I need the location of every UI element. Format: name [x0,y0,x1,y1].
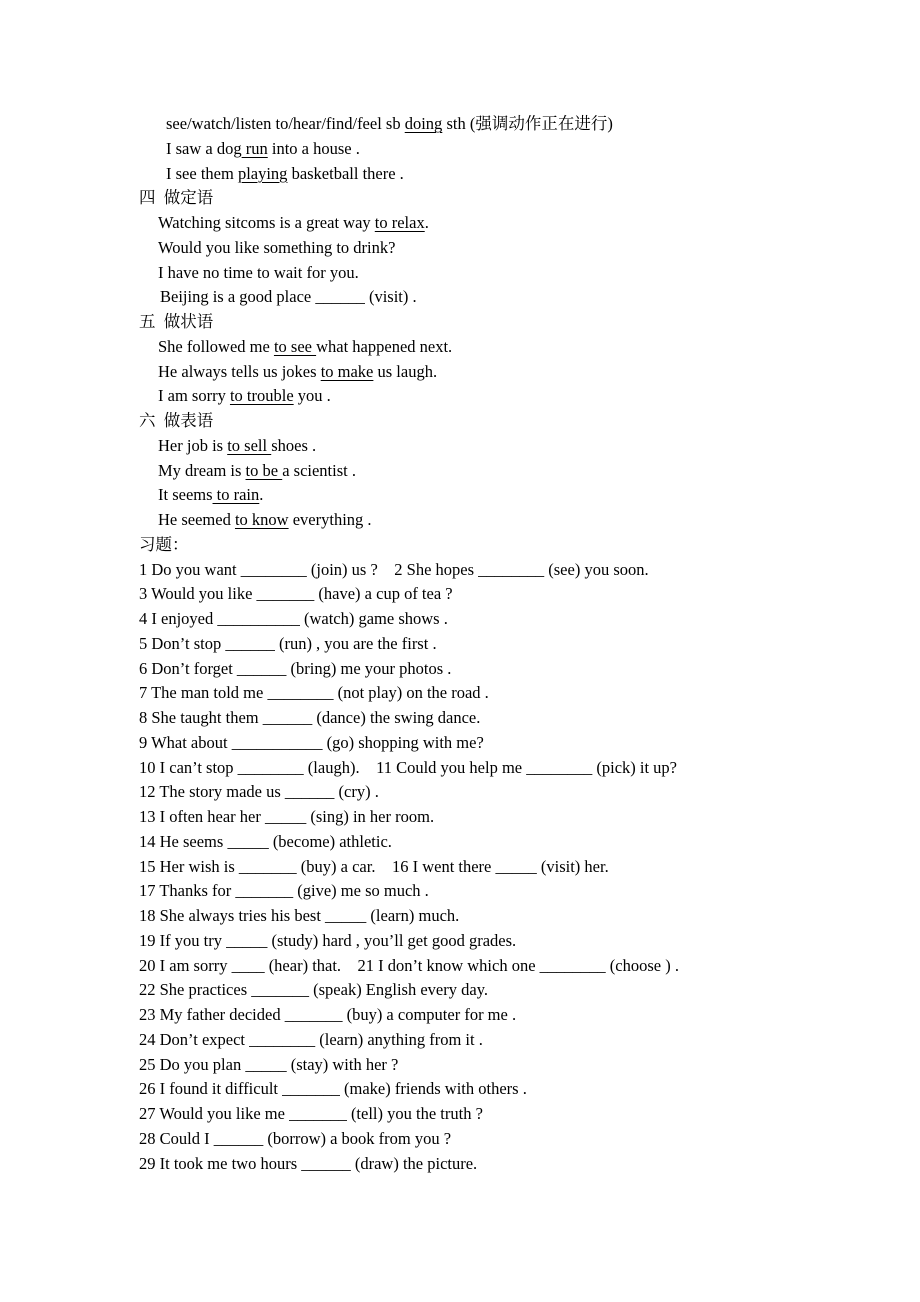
underlined-word: to rain [212,485,260,505]
exercise-item: 3 Would you like _______ (have) a cup of tea ? [139,584,453,604]
exercise-item: 15 Her wish is _______ (buy) a car. 16 I went there _____ (visit) her. [139,856,609,876]
example-sentence [0,459,920,484]
exercise-item: 25 Do you plan _____ (stay) with her ? [139,1054,399,1074]
exercise-item: 24 Don’t expect ________ (learn) anything from it . [139,1029,483,1049]
underlined-word: run [241,138,268,158]
text-segment: basketball there . [287,163,404,183]
section-heading: 四 做定语 [139,188,214,208]
exercise-item: 27 Would you like me _______ (tell) you the truth ? [139,1104,483,1123]
example-sentence [0,508,920,533]
text-segment: My dream is [158,460,246,480]
section-heading: 六 做表语 [139,411,214,430]
example-sentence [0,137,920,162]
exercise-item: 5 Don’t stop ______ (run) , you are the first . [139,633,437,653]
section-heading: 五 做状语 [139,312,214,331]
exercise-item: 14 He seems _____ (become) athletic. [139,831,392,851]
exercise-item: 4 I enjoyed __________ (watch) game shows . [139,609,448,628]
exercise-item: 7 The man told me ________ (not play) on the road . [139,683,489,703]
text-segment: . [424,213,429,232]
exercise-item: 22 She practices _______ (speak) English every day. [139,980,488,1000]
document-page [0,112,920,1176]
exercise-item: 1 Do you want ________ (join) us ? 2 She hopes ________ (see) you soon. [139,559,649,579]
text-segment: you . [293,386,331,406]
exercises-heading: 习题： [139,534,189,554]
underlined-word: to relax [374,213,425,232]
underlined-word: doing [404,114,443,133]
example-sentence [0,384,920,409]
text-segment: It seems [158,485,213,505]
underlined-word: to trouble [229,386,294,406]
example-sentence [0,360,920,385]
example-sentence [0,434,920,459]
underlined-word: to see [273,336,317,356]
text-segment: see/watch/listen to/hear/find/feel sb [166,114,405,133]
underlined-word: to know [234,510,289,529]
exercise-item: 20 I am sorry ____ (hear) that. 21 I don’t know which one ________ (choose ) . [139,955,679,975]
underlined-word: to make [320,361,374,381]
exercise-item: 23 My father decided _______ (buy) a computer for me . [139,1005,517,1024]
exercise-item: 10 I can’t stop ________ (laugh). 11 Could you help me ________ (pick) it up? [139,757,678,777]
text-segment: I see them [166,163,238,183]
example-sentence: Beijing is a good place ______ (visit) . [160,287,417,307]
example-sentence: I have no time to wait for you. [158,262,359,282]
text-segment: I am sorry [158,386,230,406]
exercise-item: 18 She always tries his best _____ (learn) much. [139,906,460,925]
text-segment: a scientist . [282,460,356,480]
exercise-item: 17 Thanks for _______ (give) me so much . [139,881,429,901]
exercise-item: 13 I often hear her _____ (sing) in her room. [139,807,435,826]
exercise-list [0,558,920,1177]
example-sentence [0,483,920,508]
example-sentence [0,162,920,187]
underlined-word: playing [237,163,288,183]
text-segment: He always tells us jokes [158,361,321,381]
exercise-item: 12 The story made us ______ (cry) . [139,782,379,802]
example-sentence [0,211,920,236]
text-segment: She followed me [158,336,274,356]
text-segment: everything . [288,510,372,529]
exercise-item: 8 She taught them ______ (dance) the swing dance. [139,708,481,727]
text-segment: Watching sitcoms is a great way [158,213,375,232]
text-segment: shoes . [271,435,317,455]
example-sentence [0,335,920,360]
exercise-item: 19 If you try _____ (study) hard , you’ll get good grades. [139,930,517,950]
rule-line [0,112,920,137]
text-segment: into a house . [267,138,360,158]
example-sentence: Would you like something to drink? [158,237,396,257]
exercise-item: 28 Could I ______ (borrow) a book from you ? [139,1128,452,1148]
text-segment: Her job is [158,435,228,455]
text-segment: what happened next. [316,336,453,356]
text-segment: He seemed [158,510,235,529]
underlined-word: to be [245,460,283,480]
text-segment: . [259,485,264,505]
exercise-item: 9 What about ___________ (go) shopping with me? [139,732,484,752]
exercise-item: 26 I found it difficult _______ (make) friends with others . [139,1079,527,1099]
exercise-item: 6 Don’t forget ______ (bring) me your photos . [139,658,452,678]
text-segment: us laugh. [373,361,438,381]
underlined-word: to sell [227,435,272,455]
text-segment: sth (强调动作正在进行) [442,114,613,133]
text-segment: I saw a dog [166,138,242,158]
exercise-item: 29 It took me two hours ______ (draw) the picture. [139,1153,478,1173]
